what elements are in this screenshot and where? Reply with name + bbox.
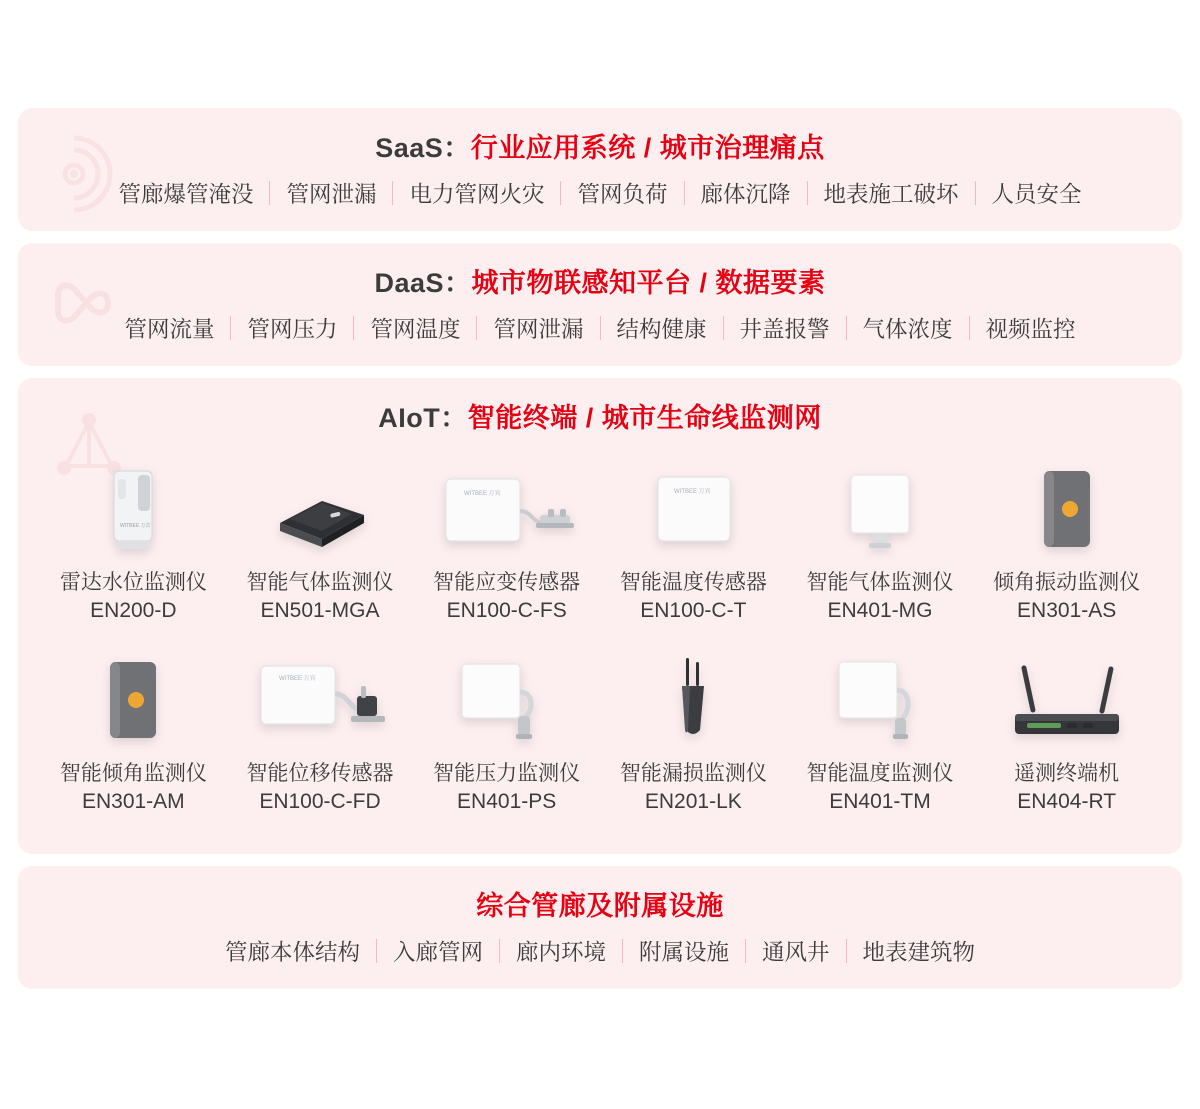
leak-device-icon	[648, 652, 738, 748]
device-name: 智能温度监测仪	[806, 761, 954, 785]
chip-item[interactable]: 电力管网火灾	[409, 182, 545, 207]
device-card[interactable]	[227, 646, 414, 831]
layer-title-main-saas: 行业应用系统 / 城市治理痛点	[470, 133, 825, 163]
device-name: 智能温度传感器	[619, 571, 767, 594]
device-name: 智能气体监测仪	[246, 571, 394, 594]
device-model: EN100-C-FS	[446, 599, 567, 623]
device-name: 智能漏损监测仪	[619, 761, 767, 785]
layer-title-aiot	[18, 378, 1182, 447]
gas-monitor-device-icon	[260, 461, 380, 557]
chip-item[interactable]: 人员安全	[991, 182, 1082, 207]
layer-title-prefix-daas: DaaS：	[374, 268, 472, 298]
tilt-device-icon	[88, 652, 178, 748]
device-model: EN401-TM	[829, 790, 931, 814]
device-model: EN301-AS	[1017, 599, 1117, 623]
chip-row-daas	[18, 312, 1182, 366]
chip-item[interactable]: 入廊管网	[392, 940, 483, 966]
chip-item[interactable]: 管网温度	[370, 317, 461, 342]
device-card[interactable]	[600, 646, 787, 831]
chip-item[interactable]: 廊内环境	[515, 940, 606, 966]
chip-row-infrastructure	[18, 935, 1182, 989]
device-model: EN200-D	[90, 599, 177, 623]
device-name: 遥测终端机	[1014, 761, 1120, 785]
device-card[interactable]	[787, 646, 974, 831]
chip-item[interactable]: 管网压力	[247, 317, 338, 342]
device-model: EN100-C-FD	[259, 790, 381, 814]
device-name: 倾角振动监测仪	[993, 571, 1141, 594]
layer-card-saas	[18, 108, 1182, 231]
chip-item[interactable]: 气体浓度	[862, 317, 953, 342]
chip-item[interactable]: 地表建筑物	[862, 940, 976, 966]
chip-item[interactable]: 通风井	[762, 940, 830, 966]
device-model: EN501-MGA	[260, 599, 380, 623]
pressure-device-icon	[442, 652, 572, 748]
chip-item[interactable]: 管网泄漏	[493, 317, 584, 342]
device-model: EN201-LK	[644, 790, 742, 814]
radar-level-device-icon	[90, 461, 176, 557]
chip-item[interactable]: 附属设施	[639, 940, 730, 966]
rtu-router-device-icon	[997, 652, 1137, 748]
chip-item[interactable]: 廊体沉降	[700, 182, 791, 207]
device-grid	[18, 447, 1182, 840]
device-card[interactable]	[787, 455, 974, 640]
device-card[interactable]	[413, 646, 600, 831]
layer-title-main-daas: 城市物联感知平台 / 数据要素	[471, 268, 826, 298]
svg-text:WITBEE 万宾: WITBEE 万宾	[120, 523, 151, 529]
chip-item[interactable]: 管网负荷	[577, 182, 668, 207]
layer-title-saas	[18, 108, 1182, 177]
svg-text:WITBEE 万宾: WITBEE 万宾	[463, 491, 501, 497]
device-model: EN301-AM	[81, 790, 185, 814]
layer-title-infrastructure: 综合管廊及附属设施	[476, 891, 724, 922]
device-card[interactable]	[40, 455, 227, 640]
layer-title-daas	[18, 243, 1182, 312]
chip-item[interactable]: 井盖报警	[739, 317, 830, 342]
svg-text:WITBEE 万宾: WITBEE 万宾	[674, 489, 711, 495]
chip-item[interactable]: 管网流量	[124, 317, 215, 342]
device-name: 智能压力监测仪	[433, 761, 581, 785]
chip-item[interactable]: 视频监控	[985, 317, 1076, 342]
chip-item[interactable]: 管廊爆管淹没	[118, 182, 254, 207]
device-model: EN100-C-T	[640, 599, 747, 623]
device-name: 智能倾角监测仪	[59, 761, 207, 785]
device-card[interactable]	[973, 646, 1160, 831]
temperature-box-device-icon	[815, 652, 945, 748]
layer-title-prefix-saas: SaaS：	[375, 133, 471, 163]
device-name: 雷达水位监测仪	[59, 571, 207, 594]
chip-item[interactable]: 结构健康	[616, 317, 707, 342]
displacement-sensor-device-icon	[245, 652, 395, 748]
device-name: 智能位移传感器	[246, 761, 394, 785]
svg-text:WITBEE 万宾: WITBEE 万宾	[278, 675, 316, 682]
temperature-sensor-device-icon	[638, 461, 748, 557]
layer-card-aiot	[18, 378, 1182, 854]
layer-title-prefix-aiot: AIoT：	[378, 403, 468, 433]
device-model: EN401-MG	[827, 599, 933, 623]
device-card[interactable]	[227, 455, 414, 640]
device-card[interactable]	[40, 646, 227, 831]
device-name: 智能气体监测仪	[806, 571, 954, 594]
layer-card-infrastructure	[18, 866, 1182, 989]
chip-item[interactable]: 地表施工破坏	[823, 182, 959, 207]
strain-sensor-device-icon	[432, 461, 582, 557]
layer-card-daas	[18, 243, 1182, 366]
tilt-vibration-device-icon	[1022, 461, 1112, 557]
gas-box-device-icon	[825, 461, 935, 557]
device-model: EN404-RT	[1017, 790, 1117, 814]
device-name: 智能应变传感器	[433, 571, 581, 594]
layer-title-main-aiot: 智能终端 / 城市生命线监测网	[467, 403, 822, 433]
device-card[interactable]	[600, 455, 787, 640]
device-card[interactable]	[413, 455, 600, 640]
device-card[interactable]	[973, 455, 1160, 640]
chip-item[interactable]: 管网泄漏	[286, 182, 377, 207]
device-model: EN401-PS	[457, 790, 557, 814]
chip-row-saas	[18, 177, 1182, 231]
chip-item[interactable]: 管廊本体结构	[224, 940, 360, 966]
